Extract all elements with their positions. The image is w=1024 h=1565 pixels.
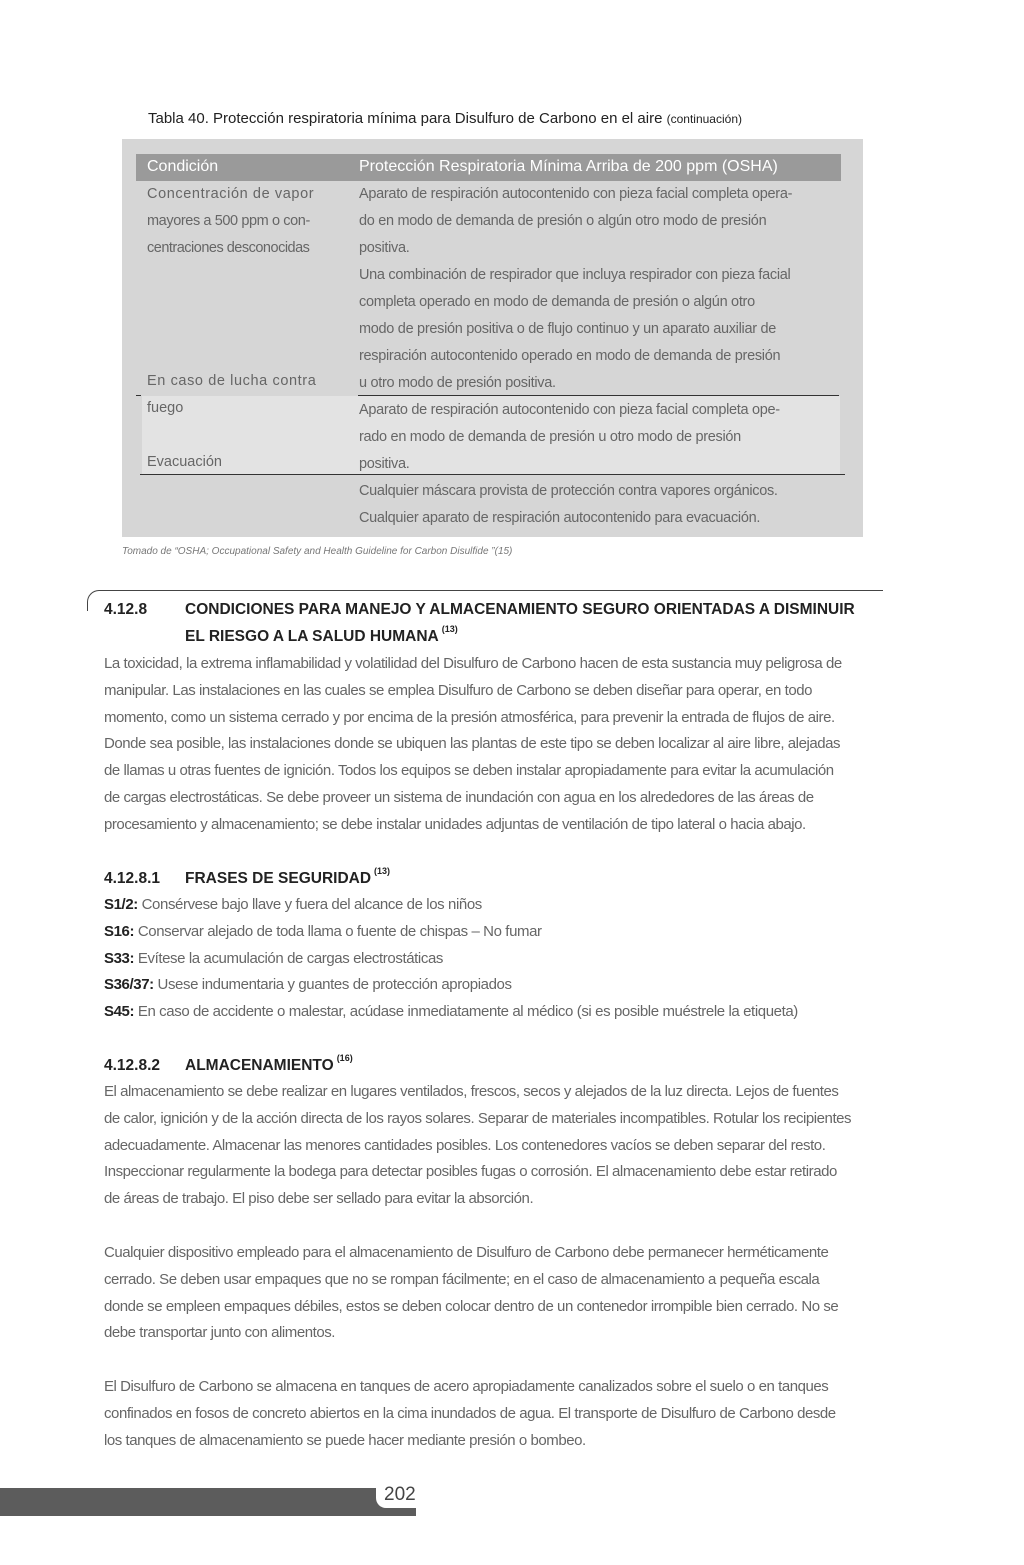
- condition-evacuation: Evacuación: [147, 454, 222, 470]
- table-caption-title: Tabla 40. Protección respiratoria mínima para Disulfuro de Carbono en el aire: [148, 110, 663, 127]
- paragraph-line: de áreas de trabajo. El piso debe ser sellado para evitar la absorción.: [104, 1190, 534, 1208]
- table-header-condition: Condición: [147, 158, 219, 175]
- paragraph-line: debe transportar junto con alimentos.: [104, 1324, 335, 1342]
- table-header: [136, 154, 841, 181]
- condition-line: centraciones desconocidas: [147, 240, 310, 256]
- protection-line: Una combinación de respirador que incluya respirador con pieza facial: [359, 267, 791, 283]
- paragraph-line: confinados en fosos de concreto abiertos en la cima inundados de agua. El transporte de Disulfuro de Carbono desde: [104, 1404, 836, 1422]
- storage-paragraph-3: [104, 1374, 884, 1454]
- safety-phrase: [104, 923, 542, 940]
- table-source-note: Tomado de “OSHA; Occupational Safety and Health Guideline for Carbon Disulfide ”(15): [122, 546, 513, 557]
- safety-phrase-text: Conservar alejado de toda llama o fuente de chispas – No fumar: [134, 923, 542, 940]
- section-title-text: EL RIESGO A LA SALUD HUMANA: [185, 628, 439, 645]
- paragraph-line: donde se empleen empaques débiles, estos se deben colocar dentro de un contenedor irrompible bien cerrado. No se: [104, 1297, 839, 1315]
- safety-phrase: [104, 976, 512, 993]
- protection-line: u otro modo de presión positiva.: [359, 375, 556, 391]
- subsection-title-text: FRASES DE SEGURIDAD: [185, 870, 372, 887]
- protection-line: modo de presión positiva o de flujo continuo y un aparato auxiliar de: [359, 321, 776, 337]
- safety-phrase-code: S1/2:: [104, 896, 138, 913]
- protection-line: do en modo de demanda de presión o algún otro modo de presión: [359, 213, 767, 229]
- protection-line: Aparato de respiración autocontenido con pieza facial completa ope-: [359, 402, 780, 418]
- protection-line: positiva.: [359, 456, 410, 472]
- safety-phrase-code: S33:: [104, 950, 135, 967]
- condition-line: Concentración de vapor: [147, 186, 315, 202]
- paragraph-line: de llamas u otras fuentes de ignición. Todos los equipos se deben instalar apropiadamente para evitar la acumulación: [104, 762, 834, 780]
- table-rule-left-stub: [136, 395, 141, 396]
- protection-line: Aparato de respiración autocontenido con pieza facial completa opera-: [359, 186, 793, 202]
- storage-paragraph-2: [104, 1240, 884, 1347]
- section-number: 4.12.8: [104, 601, 148, 618]
- section-reference: (13): [441, 624, 458, 634]
- paragraph-line: Cualquier dispositivo empleado para el almacenamiento de Disulfuro de Carbono debe permanecer herméticamente: [104, 1244, 829, 1261]
- safety-phrase: [104, 896, 482, 913]
- paragraph-line: La toxicidad, la extrema inflamabilidad y volatilidad del Disulfuro de Carbono hacen de esta sustancia muy peligrosa de: [104, 655, 842, 672]
- protection-line: Cualquier aparato de respiración autocontenido para evacuación.: [359, 510, 761, 526]
- subsection-reference: (13): [374, 866, 391, 876]
- paragraph-line: Inspeccionar regularmente la bodega para detectar posibles fugas o corrosión. El almacenamiento debe estar retirado: [104, 1163, 837, 1181]
- protection-line: completa operado en modo de demanda de presión o algún otro: [359, 294, 755, 310]
- subsection-reference: (16): [336, 1053, 353, 1063]
- section-title-line1: CONDICIONES PARA MANEJO Y ALMACENAMIENTO SEGURO ORIENTADAS A DISMINUIR: [185, 601, 855, 618]
- paragraph-line: El almacenamiento se debe realizar en lugares ventilados, frescos, secos y alejados de la luz directa. Lejos de fuentes: [104, 1083, 839, 1100]
- footer-bar: [0, 1488, 416, 1516]
- table-caption: [148, 110, 868, 127]
- safety-phrase-code: S45:: [104, 1003, 135, 1020]
- safety-phrase-text: Usese indumentaria y guantes de protección apropiados: [153, 976, 512, 993]
- paragraph-line: El Disulfuro de Carbono se almacena en tanques de acero apropiadamente canalizados sobre el suelo o en tanques: [104, 1378, 829, 1395]
- table-protection-cell: [359, 181, 839, 532]
- subsection-title-text: ALMACENAMIENTO: [185, 1057, 334, 1074]
- condition-firefighting-line2: fuego: [147, 400, 184, 416]
- paragraph-line: de calor, ignición y de la acción directa de los rayos solares. Separar de materiales incompatibles. Rotular los recipientes: [104, 1109, 852, 1127]
- safety-phrase-code: S16:: [104, 923, 135, 940]
- section-title-line2: [185, 624, 458, 646]
- safety-phrase-code: S36/37:: [104, 976, 154, 993]
- protection-line: respiración autocontenido operado en modo de demanda de presión: [359, 348, 781, 364]
- table-condition-cell: [147, 181, 347, 262]
- subsection-title-storage: [185, 1053, 353, 1075]
- protection-line: positiva.: [359, 240, 410, 256]
- safety-phrase: [104, 1003, 798, 1020]
- subsection-number-storage: 4.12.8.2: [104, 1057, 161, 1074]
- paragraph-line: de cargas electrostáticas. Se debe proveer un sistema de inundación con agua en los alrededores de las áreas de: [104, 788, 814, 806]
- paragraph-line: procesamiento y almacenamiento; se debe instalar unidades adjuntas de ventilación de tipo lateral o hacia abajo.: [104, 815, 806, 833]
- subsection-number-safety: 4.12.8.1: [104, 870, 161, 887]
- table-header-protection: Protección Respiratoria Mínima Arriba de 200 ppm (OSHA): [359, 158, 778, 175]
- safety-phrase: [104, 950, 443, 967]
- condition-firefighting-line1: En caso de lucha contra: [147, 373, 317, 389]
- paragraph-line: Donde sea posible, las instalaciones donde se ubiquen las plantas de este tipo se deben localizar al aire libre, alejadas: [104, 735, 841, 753]
- safety-phrase-text: Consérvese bajo llave y fuera del alcance de los niños: [137, 896, 482, 913]
- page-number: 202: [384, 1484, 416, 1505]
- paragraph-line: cerrado. Se deben usar empaques que no se rompan fácilmente; en el caso de almacenamiento a pequeña escala: [104, 1270, 820, 1288]
- safety-phrase-text: Evítese la acumulación de cargas electrostáticas: [134, 950, 443, 967]
- paragraph-line: los tanques de almacenamiento se puede hacer mediante presión o bombeo.: [104, 1431, 586, 1449]
- paragraph-line: momento, como un sistema cerrado y por encima de la presión atmosférica, para prevenir la entrada de flujos de aire.: [104, 708, 835, 726]
- storage-paragraph-1: [104, 1079, 884, 1213]
- section-paragraph: [104, 651, 884, 839]
- paragraph-line: manipular. Las instalaciones en las cuales se emplea Disulfuro de Carbono se deben diseñar para operar, en todo: [104, 681, 813, 699]
- subsection-title-safety: [185, 866, 391, 888]
- condition-line: mayores a 500 ppm o con-: [147, 213, 310, 229]
- protection-line: Cualquier máscara provista de protección contra vapores orgánicos.: [359, 483, 778, 499]
- paragraph-line: adecuadamente. Almacenar las menores cantidades posibles. Los contenedores vacíos se deben separar del resto.: [104, 1136, 826, 1154]
- protection-line: rado en modo de demanda de presión u otro modo de presión: [359, 429, 741, 445]
- safety-phrase-text: En caso de accidente o malestar, acúdase inmediatamente al médico (si es posible muéstrele la etiqueta): [134, 1003, 798, 1020]
- table-caption-suffix: (continuación): [666, 112, 742, 126]
